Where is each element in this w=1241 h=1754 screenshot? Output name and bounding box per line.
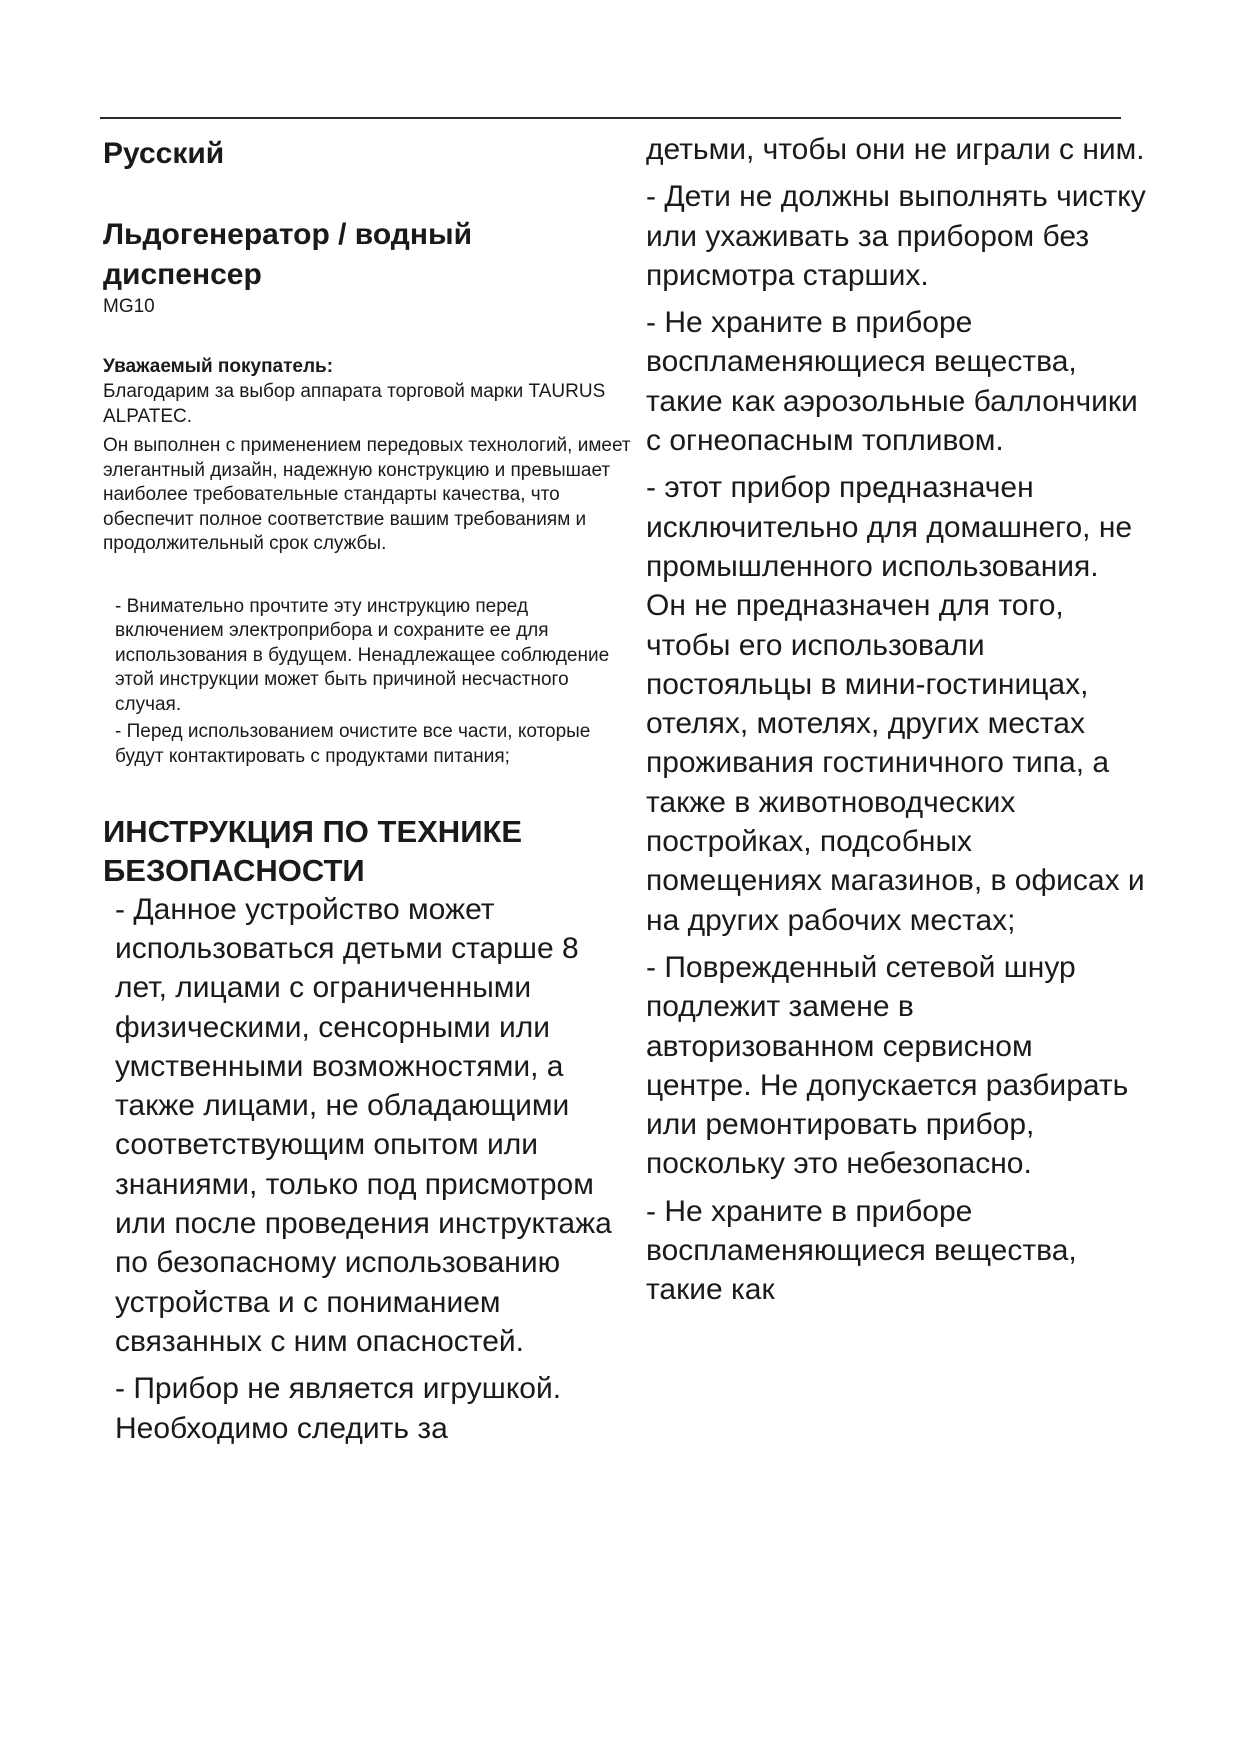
safety-item: - Не храните в приборе воспламеняющиеся вещества, такие как	[646, 1194, 1077, 1307]
note-item: - Перед использованием очистите все части, которые будут контактировать с продуктами питания;	[115, 721, 591, 768]
safety-title: ИНСТРУКЦИЯ ПО ТЕХНИКЕ БЕЗОПАСНОСТИ	[103, 813, 523, 888]
language-heading: Русский	[103, 137, 225, 170]
intro-paragraph-2: Он выполнен с применением передовых технологий, имеет элегантный дизайн, надежную конструкцию и превышает наиболее требовательные стандарты качества, что обеспечит полное соответствие вашим требованиям и продолжительный срок службы.	[103, 435, 631, 554]
note-item: - Внимательно прочтите эту инструкцию перед включением электроприбора и сохраните ее для использования в будущем. Ненадлежащее соблюдение этой инструкции может быть причиной несчастного случая.	[115, 595, 610, 715]
safety-item: - этот прибор предназначен исключительно для домашнего, не промышленного использования. Он не предназначен для того, чтобы его использовали постояльцы в мини-гостиницах, отелях, мотелях, других местах проживания гостиничного типа, а также в животноводческих постройках, подсобных помещениях магазинов, в офисах и на других рабочих местах;	[646, 471, 1145, 937]
safety-item: - Не храните в приборе воспламеняющиеся вещества, такие как аэрозольные баллончики с огнеопасным топливом.	[646, 306, 1138, 458]
header-rule	[100, 117, 1121, 119]
notes-list	[103, 595, 633, 770]
right-column	[646, 130, 1146, 1318]
intro-paragraph-1: Благодарим за выбор аппарата торговой марки TAURUS ALPATEC.	[103, 381, 606, 427]
safety-item: - Поврежденный сетевой шнур подлежит замене в авторизованном сервисном центре. Не допускается разбирать или ремонтировать прибор, поскольку это небезопасно.	[646, 950, 1129, 1181]
safety-item: - Данное устройство может использоваться детьми старше 8 лет, лицами с ограниченными физическими, сенсорными или умственными возможностями, а также лицами, не обладающими соответствующим опытом или знаниями, только под присмотром или после проведения инструктажа по безопасному использованию устройства и с пониманием связанных с ним опасностей.	[115, 892, 612, 1358]
safety-item: детьми, чтобы они не играли с ним.	[646, 133, 1145, 166]
safety-item: - Прибор не является игрушкой. Необходимо следить за	[115, 1372, 562, 1445]
greeting: Уважаемый покупатель:	[103, 356, 334, 377]
product-title: Льдогенератор / водный диспенсер	[103, 218, 473, 291]
model-number: MG10	[103, 296, 155, 317]
safety-item: - Дети не должны выполнять чистку или ухаживать за прибором без присмотра старших.	[646, 180, 1146, 292]
left-column	[103, 130, 633, 1456]
